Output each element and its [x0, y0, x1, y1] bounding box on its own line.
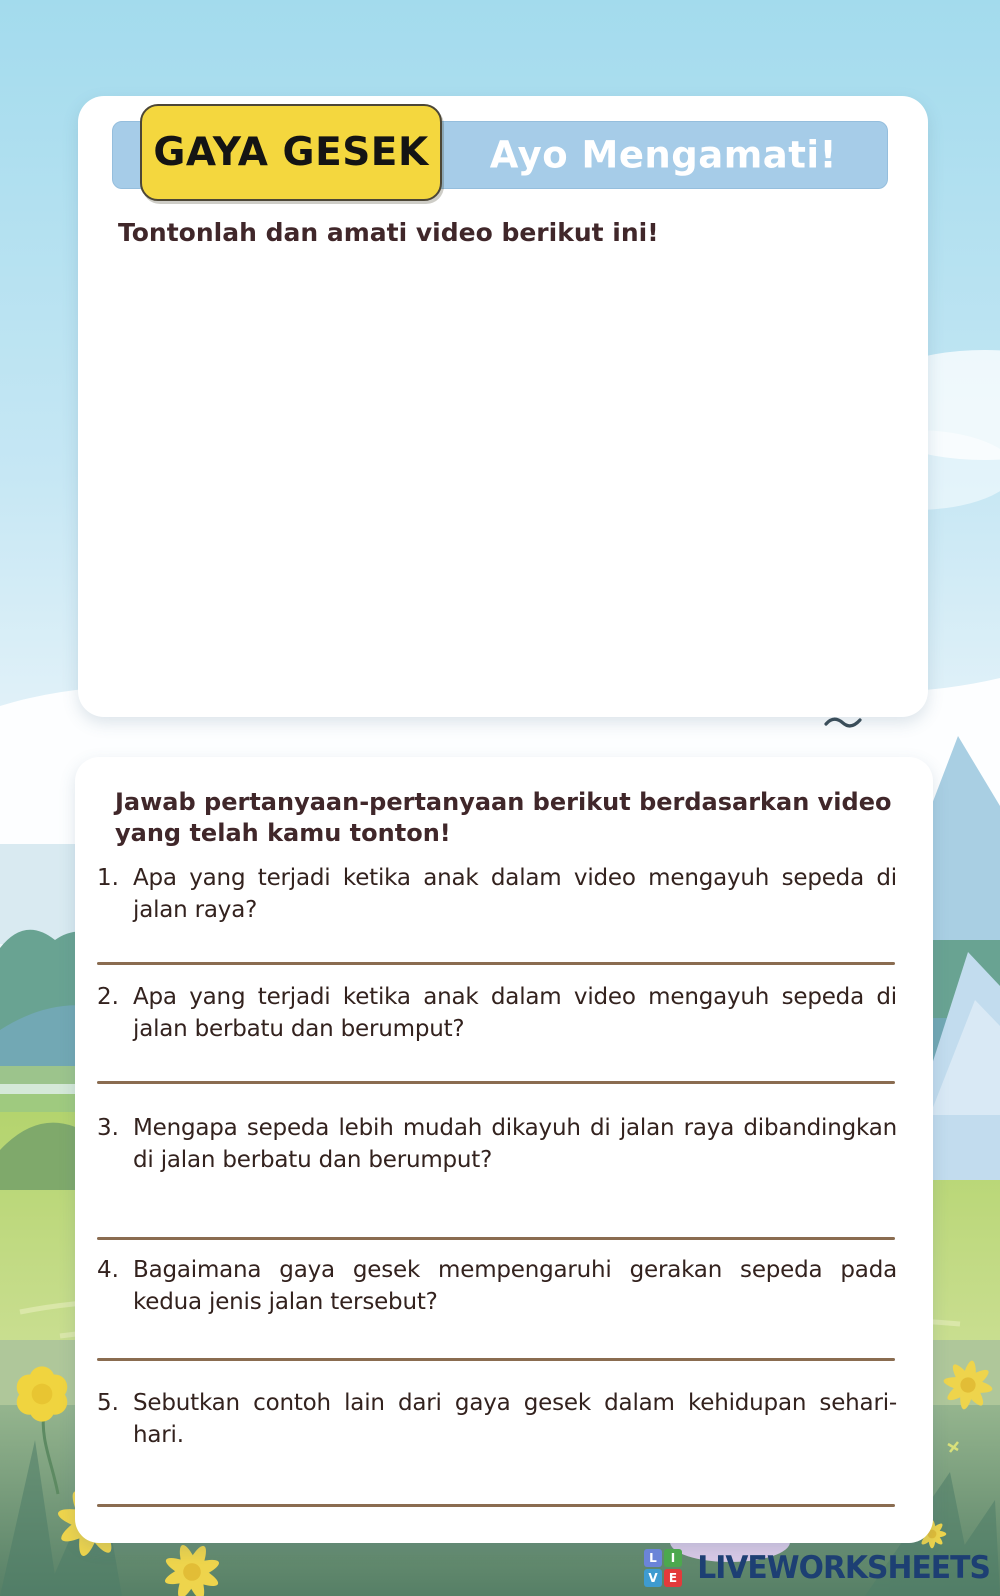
observe-instruction: Tontonlah dan amati video berikut ini! [118, 218, 659, 247]
unit-badge-label: GAYA GESEK [153, 130, 429, 175]
question-item-2 [97, 982, 897, 1045]
section-title: Ayo Mengamati! [489, 133, 837, 177]
questions-card [75, 757, 933, 1543]
answer-line-1[interactable] [97, 962, 895, 965]
brand-footer[interactable] [644, 1549, 990, 1587]
question-number: 4. [97, 1256, 119, 1283]
question-item-3 [97, 1113, 897, 1176]
question-item-5 [97, 1388, 897, 1451]
question-text: Bagaimana gaya gesek mempengaruhi gerakan sepeda pada kedua jenis jalan tersebut? [133, 1256, 897, 1315]
question-item-1 [97, 863, 897, 926]
questions-heading [115, 787, 893, 849]
question-number: 2. [97, 983, 119, 1010]
question-text: Apa yang terjadi ketika anak dalam video mengayuh sepeda di jalan berbatu dan berumput? [133, 983, 897, 1042]
question-text: Mengapa sepeda lebih mudah dikayuh di jalan raya dibandingkan di jalan berbatu dan berumput? [133, 1115, 897, 1174]
answer-line-4[interactable] [97, 1358, 895, 1361]
questions-heading-line1: Jawab pertanyaan-pertanyaan berikut berdasarkan video [115, 788, 892, 816]
logo-tile-v: V [644, 1569, 662, 1587]
logo-tile-i: I [664, 1549, 682, 1567]
observe-card [78, 96, 928, 717]
video-area [102, 268, 904, 699]
answer-line-2[interactable] [97, 1081, 895, 1084]
brand-name[interactable]: LIVEWORKSHEETS [697, 1550, 990, 1586]
question-text: Apa yang terjadi ketika anak dalam video mengayuh sepeda di jalan raya? [133, 865, 897, 924]
question-number: 1. [97, 865, 119, 892]
question-number: 5. [97, 1390, 119, 1417]
questions-heading-line2: yang telah kamu tonton! [115, 819, 451, 848]
answer-line-3[interactable] [97, 1237, 895, 1240]
question-text: Sebutkan contoh lain dari gaya gesek dalam kehidupan sehari-hari. [133, 1390, 897, 1448]
answer-line-5[interactable] [97, 1504, 895, 1507]
unit-badge [140, 104, 442, 201]
question-number: 3. [97, 1115, 119, 1142]
logo-tile-e: E [664, 1569, 682, 1587]
question-item-4 [97, 1255, 897, 1318]
logo-tile-l: L [644, 1549, 662, 1567]
liveworksheets-logo[interactable] [644, 1549, 682, 1587]
